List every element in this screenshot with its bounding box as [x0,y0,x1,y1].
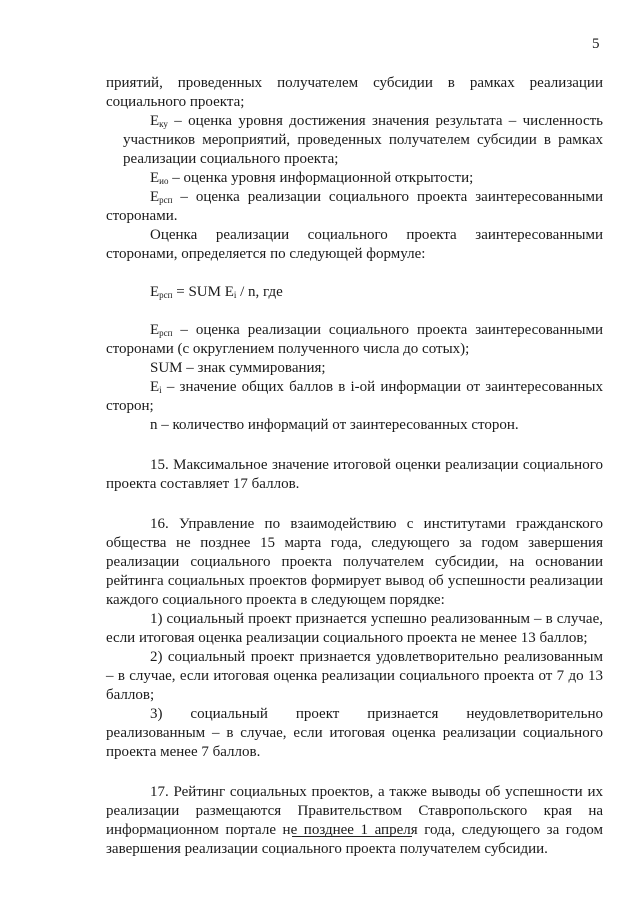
fdef-ei-symbol: E [150,379,160,395]
section-16-item-2: 2) социальный проект признается удовлетворительно реализованным – в случае, если итоговая оценка реализации социального проекта от 7 до 13 баллов; [106,649,603,703]
formula-def-sum: SUM – знак суммирования; [150,360,326,376]
eku-subscript: ку [159,119,168,129]
ersp-subscript: рсп [159,195,173,205]
eku-text: – оценка уровня достижения значения результата – численность участников мероприятий, проведенных получателем субсидии в рамках реализации социального проекта; [123,113,603,167]
spacer [106,302,603,321]
eku-symbol: E [150,113,160,129]
spacer [106,435,603,456]
fdef-ersp-subscript: рсп [159,328,173,338]
formula-lhs-symbol: E [150,284,160,300]
section-16-item-1: 1) социальный проект признается успешно реализованным – в случае, если итоговая оценка реализации социального проекта не менее 13 баллов; [106,611,603,646]
section-17: 17. Рейтинг социальных проектов, а также выводы об успешности их реализации размещаются Правительством Ставропольского края на информационном портале не позднее 1 апреля года, следующего за годом завершения реализации социального проекта получателем субсидии. [106,784,603,857]
section-16-item-3: 3) социальный проект признается неудовлетворительно реализованным – в случае, если итоговая оценка реализации социального проекта менее 7 баллов. [106,706,603,760]
formula-mid: = SUM E [172,284,234,300]
eio-text: – оценка уровня информационной открытости; [168,170,474,186]
end-divider [292,836,412,837]
section-16: 16. Управление по взаимодействию с институтами гражданского общества не позднее 15 марта года, следующего за годом завершения реализации социального проекта получателем субсидии, на основании рейтинга социальных проектов формирует вывод об успешности реализации каждого социального проекта в следующем порядке: [106,516,603,608]
formula-def-ei [106,378,603,416]
eio-subscript: ио [159,176,169,186]
formula-rhs: / n, где [236,284,283,300]
formula-def-n: n – количество информаций от заинтересованных сторон. [150,417,519,433]
formula-lhs-subscript: рсп [159,290,173,300]
ersp-text: – оценка реализации социального проекта заинтересованными сторонами. [106,189,603,224]
eio-symbol: E [150,170,160,186]
fdef-ersp-symbol: E [150,322,160,338]
page-number: 5 [592,36,600,52]
formula-mid-subscript: i [233,290,237,300]
formula-def-ersp [106,321,603,359]
section-15: 15. Максимальное значение итоговой оценки реализации социального проекта составляет 17 баллов. [106,457,603,492]
definition-eku [106,112,603,169]
spacer [106,494,603,515]
intro-paragraph: приятий, проведенных получателем субсидии в рамках реализации социального проекта; [106,75,603,110]
document-body [106,74,603,859]
fdef-ei-subscript: i [159,385,162,395]
spacer [106,762,603,783]
ersp-symbol: E [150,189,160,205]
formula-intro: Оценка реализации социального проекта заинтересованными сторонами, определяется по следующей формуле: [106,227,603,262]
spacer [106,264,603,283]
formula-line [106,283,603,302]
definition-eio [106,169,603,188]
fdef-ei-text: – значение общих баллов в i-ой информации от заинтересованных сторон; [106,379,603,414]
definition-ersp [106,188,603,226]
fdef-ersp-text: – оценка реализации социального проекта заинтересованными сторонами (с округлением полученного числа до сотых); [106,322,603,357]
